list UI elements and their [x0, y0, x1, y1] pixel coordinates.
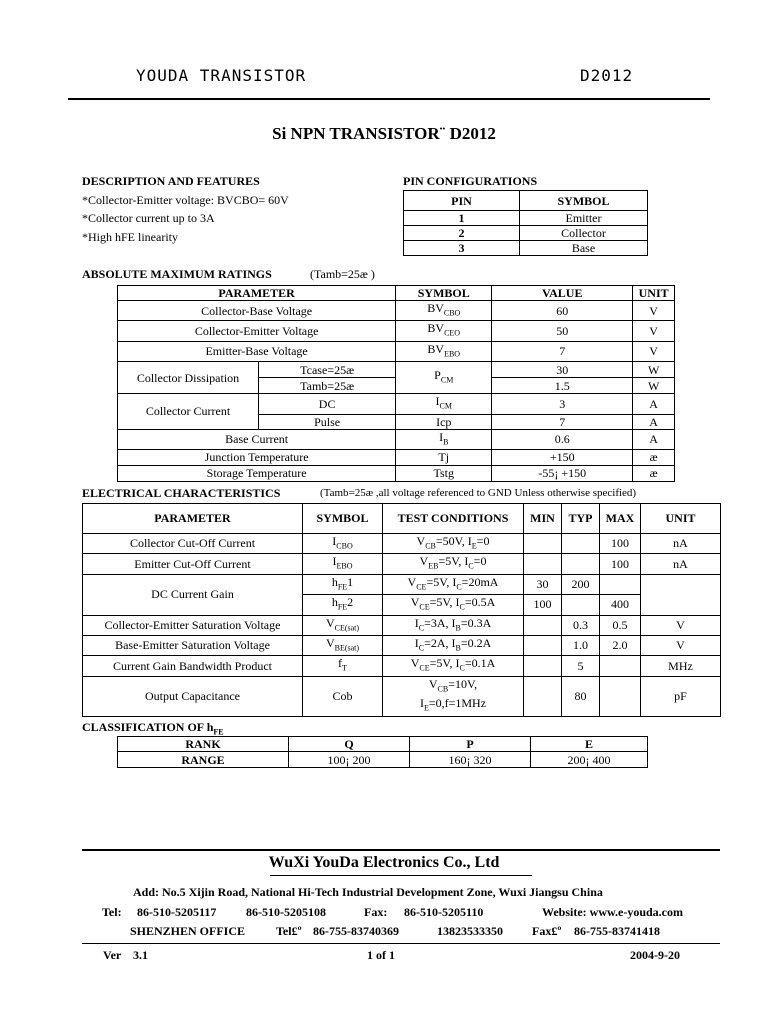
unit-cell: A — [633, 394, 675, 414]
unit-cell: V — [633, 301, 675, 321]
header-rule — [68, 98, 710, 100]
feature-item: *Collector current up to 3A — [82, 211, 215, 225]
pin-number: 3 — [404, 241, 520, 256]
footer-sz-tel1: 86-755-83740369 — [313, 924, 399, 938]
symbol-cell: Icp — [396, 414, 492, 429]
classification-table — [117, 736, 648, 768]
ec-col-header: SYMBOL — [303, 504, 383, 534]
symbol-col-header: SYMBOL — [520, 191, 648, 211]
unit-cell: nA — [641, 534, 721, 554]
ec-table — [82, 503, 721, 717]
param-cell: Collector Current — [118, 394, 259, 429]
footer-address: Add: No.5 Xijin Road, National Hi-Tech Industrial Development Zone, Wuxi Jiangsu China — [133, 885, 603, 899]
table-row — [83, 656, 721, 676]
min-cell: 30 — [524, 574, 562, 594]
typ-cell — [562, 534, 600, 554]
unit-cell — [641, 574, 721, 615]
unit-cell: W — [633, 362, 675, 378]
ec-col-header: MAX — [600, 504, 641, 534]
max-cell — [600, 574, 641, 594]
range-cell: 100¡ 200 — [289, 752, 410, 768]
amr-table — [117, 285, 675, 482]
rank-cell: P — [410, 737, 531, 752]
symbol-cell: $h_{FE}1$ — [303, 574, 383, 594]
table-row — [118, 321, 675, 341]
param-cell: Junction Temperature — [118, 449, 396, 465]
footer-tel2: 86-510-5205108 — [246, 905, 326, 919]
param-cell: Base Current — [118, 429, 396, 449]
footer-version: Ver 3.1 — [103, 948, 148, 962]
unit-cell: W — [633, 378, 675, 394]
max-cell: 400 — [600, 595, 641, 615]
symbol-cell: Tstg — [396, 465, 492, 481]
param-cell: Current Gain Bandwidth Product — [83, 656, 303, 676]
table-row — [83, 554, 721, 574]
table-row — [118, 449, 675, 465]
max-cell — [600, 656, 641, 676]
feature-item: *High hFE linearity — [82, 230, 178, 244]
condition-cell: $V_{CE}=5V$, $I_C=20mA$ — [383, 574, 524, 594]
ec-heading: ELECTRICAL CHARACTERISTICS — [82, 486, 281, 500]
value-cell: +150 — [492, 449, 633, 465]
pin-col-header: PIN — [404, 191, 520, 211]
param-cell: Collector-Base Voltage — [118, 301, 396, 321]
value-cell: 30 — [492, 362, 633, 378]
typ-cell — [562, 554, 600, 574]
footer-tel1: 86-510-5205117 — [137, 905, 217, 919]
max-cell: 0.5 — [600, 615, 641, 635]
unit-cell: V — [633, 341, 675, 361]
footer-rule-top — [82, 849, 720, 851]
symbol-cell: $I_{CM}$ — [396, 394, 492, 414]
symbol-cell: $I_{CBO}$ — [303, 534, 383, 554]
symbol-cell: $BV_{CBO}$ — [396, 301, 492, 321]
ec-col-header: PARAMETER — [83, 504, 303, 534]
pin-symbol: Base — [520, 241, 648, 256]
symbol-cell: $P_{CM}$ — [396, 362, 492, 394]
ec-col-header: TYP — [562, 504, 600, 534]
pin-symbol: Emitter — [520, 211, 648, 226]
table-row — [83, 615, 721, 635]
header-company: YOUDA TRANSISTOR — [136, 66, 307, 85]
condition-cell: Pulse — [259, 414, 396, 429]
min-cell — [524, 615, 562, 635]
value-cell: 60 — [492, 301, 633, 321]
table-row — [118, 301, 675, 321]
ec-col-header: TEST CONDITIONS — [383, 504, 524, 534]
min-cell — [524, 635, 562, 655]
footer-sz-tel2: 13823533350 — [437, 924, 503, 938]
table-row — [118, 394, 675, 414]
pin-number: 1 — [404, 211, 520, 226]
amr-col-header: VALUE — [492, 286, 633, 301]
range-cell: 160¡ 320 — [410, 752, 531, 768]
symbol-cell: $BV_{CEO}$ — [396, 321, 492, 341]
typ-cell: 0.3 — [562, 615, 600, 635]
condition-cell: $I_C=3A$, $I_B=0.3A$ — [383, 615, 524, 635]
table-row — [118, 465, 675, 481]
footer-website: Website: www.e-youda.com — [542, 905, 683, 919]
param-cell: Collector-Emitter Voltage — [118, 321, 396, 341]
rank-cell: Q — [289, 737, 410, 752]
pin-number: 2 — [404, 226, 520, 241]
ec-col-header: MIN — [524, 504, 562, 534]
typ-cell: 80 — [562, 676, 600, 716]
feature-item: *Collector-Emitter voltage: BVCBO= 60V — [82, 193, 289, 207]
symbol-cell: $I_{EBO}$ — [303, 554, 383, 574]
value-cell: -55¡ +150 — [492, 465, 633, 481]
unit-cell: A — [633, 429, 675, 449]
footer-fax-label: Fax: — [364, 905, 388, 919]
header-part-number: D2012 — [580, 66, 634, 85]
amr-col-header: UNIT — [633, 286, 675, 301]
amr-col-header: SYMBOL — [396, 286, 492, 301]
unit-cell: A — [633, 414, 675, 429]
symbol-cell: $f_T$ — [303, 656, 383, 676]
value-cell: 0.6 — [492, 429, 633, 449]
param-cell: Storage Temperature — [118, 465, 396, 481]
condition-cell: $I_C=2A$, $I_B=0.2A$ — [383, 635, 524, 655]
table-row — [83, 574, 721, 594]
table-row — [118, 362, 675, 378]
typ-cell: 200 — [562, 574, 600, 594]
table-row — [118, 429, 675, 449]
min-cell — [524, 656, 562, 676]
condition-cell: $V_{CB}=10V$, $I_E=0,f=1MHz$ — [383, 676, 524, 716]
footer-company: WuXi YouDa Electronics Co., Ltd — [268, 854, 500, 871]
condition-cell: $V_{EB}=5V$, $I_C=0$ — [383, 554, 524, 574]
footer-rule-bottom — [82, 943, 720, 944]
pin-config-table — [403, 190, 648, 256]
footer-sz-tel-label: Tel£º — [276, 924, 302, 938]
symbol-cell: Tj — [396, 449, 492, 465]
footer-page-number: 1 of 1 — [367, 948, 395, 962]
symbol-cell: Cob — [303, 676, 383, 716]
pin-symbol: Collector — [520, 226, 648, 241]
param-cell: Base-Emitter Saturation Voltage — [83, 635, 303, 655]
param-cell: Collector Cut-Off Current — [83, 534, 303, 554]
condition-cell: Tamb=25æ — [259, 378, 396, 394]
unit-cell: æ — [633, 449, 675, 465]
max-cell: 100 — [600, 534, 641, 554]
description-heading: DESCRIPTION AND FEATURES — [82, 174, 260, 188]
table-row — [83, 676, 721, 716]
value-cell: 1.5 — [492, 378, 633, 394]
condition-cell: $V_{CB}=50V$, $I_E=0$ — [383, 534, 524, 554]
param-cell: Collector-Emitter Saturation Voltage — [83, 615, 303, 635]
footer-company-underline — [270, 875, 532, 876]
ec-condition: (Tamb=25æ ,all voltage referenced to GND Unless otherwise specified) — [320, 487, 637, 499]
amr-heading: ABSOLUTE MAXIMUM RATINGS — [82, 267, 272, 281]
range-label: RANGE — [118, 752, 289, 768]
min-cell — [524, 534, 562, 554]
condition-cell: DC — [259, 394, 396, 414]
footer-date: 2004-9-20 — [630, 948, 680, 962]
unit-cell: æ — [633, 465, 675, 481]
symbol-cell: $BV_{EBO}$ — [396, 341, 492, 361]
max-cell: 2.0 — [600, 635, 641, 655]
symbol-cell: $h_{FE}2$ — [303, 595, 383, 615]
rank-label: RANK — [118, 737, 289, 752]
value-cell: 7 — [492, 414, 633, 429]
symbol-cell: $I_B$ — [396, 429, 492, 449]
max-cell — [600, 676, 641, 716]
typ-cell: 1.0 — [562, 635, 600, 655]
table-row — [83, 534, 721, 554]
range-cell: 200¡ 400 — [531, 752, 648, 768]
value-cell: 3 — [492, 394, 633, 414]
ec-col-header: UNIT — [641, 504, 721, 534]
footer-tel-label: Tel: — [102, 905, 122, 919]
footer-sz-fax: 86-755-83741418 — [574, 924, 660, 938]
max-cell: 100 — [600, 554, 641, 574]
footer-sz-fax-label: Fax£º — [532, 924, 562, 938]
amr-col-header: PARAMETER — [118, 286, 396, 301]
param-cell: Emitter Cut-Off Current — [83, 554, 303, 574]
typ-cell: 5 — [562, 656, 600, 676]
amr-condition: (Tamb=25æ ) — [310, 267, 375, 281]
param-cell: Collector Dissipation — [118, 362, 259, 394]
condition-cell: $V_{CE}=5V$, $I_C=0.5A$ — [383, 595, 524, 615]
unit-cell: V — [641, 615, 721, 635]
param-cell: Output Capacitance — [83, 676, 303, 716]
unit-cell: V — [641, 635, 721, 655]
rank-cell: E — [531, 737, 648, 752]
symbol-cell: $V_{BE(sat)}$ — [303, 635, 383, 655]
unit-cell: nA — [641, 554, 721, 574]
unit-cell: V — [633, 321, 675, 341]
page-title: Si NPN TRANSISTOR¨ D2012 — [272, 124, 496, 143]
symbol-cell: $V_{CE(sat)}$ — [303, 615, 383, 635]
footer-fax: 86-510-5205110 — [404, 905, 484, 919]
value-cell: 7 — [492, 341, 633, 361]
min-cell — [524, 676, 562, 716]
condition-cell: Tcase=25æ — [259, 362, 396, 378]
min-cell — [524, 554, 562, 574]
footer-shenzhen-label: SHENZHEN OFFICE — [130, 924, 246, 938]
condition-cell: $V_{CE}=5V$, $I_C=0.1A$ — [383, 656, 524, 676]
param-cell: DC Current Gain — [83, 574, 303, 615]
typ-cell — [562, 595, 600, 615]
min-cell: 100 — [524, 595, 562, 615]
table-row — [83, 635, 721, 655]
pin-config-heading: PIN CONFIGURATIONS — [403, 174, 538, 188]
unit-cell: MHz — [641, 656, 721, 676]
classification-heading: CLASSIFICATION OF $h_{FE}$ — [82, 720, 224, 737]
unit-cell: pF — [641, 676, 721, 716]
table-row — [118, 341, 675, 361]
param-cell: Emitter-Base Voltage — [118, 341, 396, 361]
value-cell: 50 — [492, 321, 633, 341]
